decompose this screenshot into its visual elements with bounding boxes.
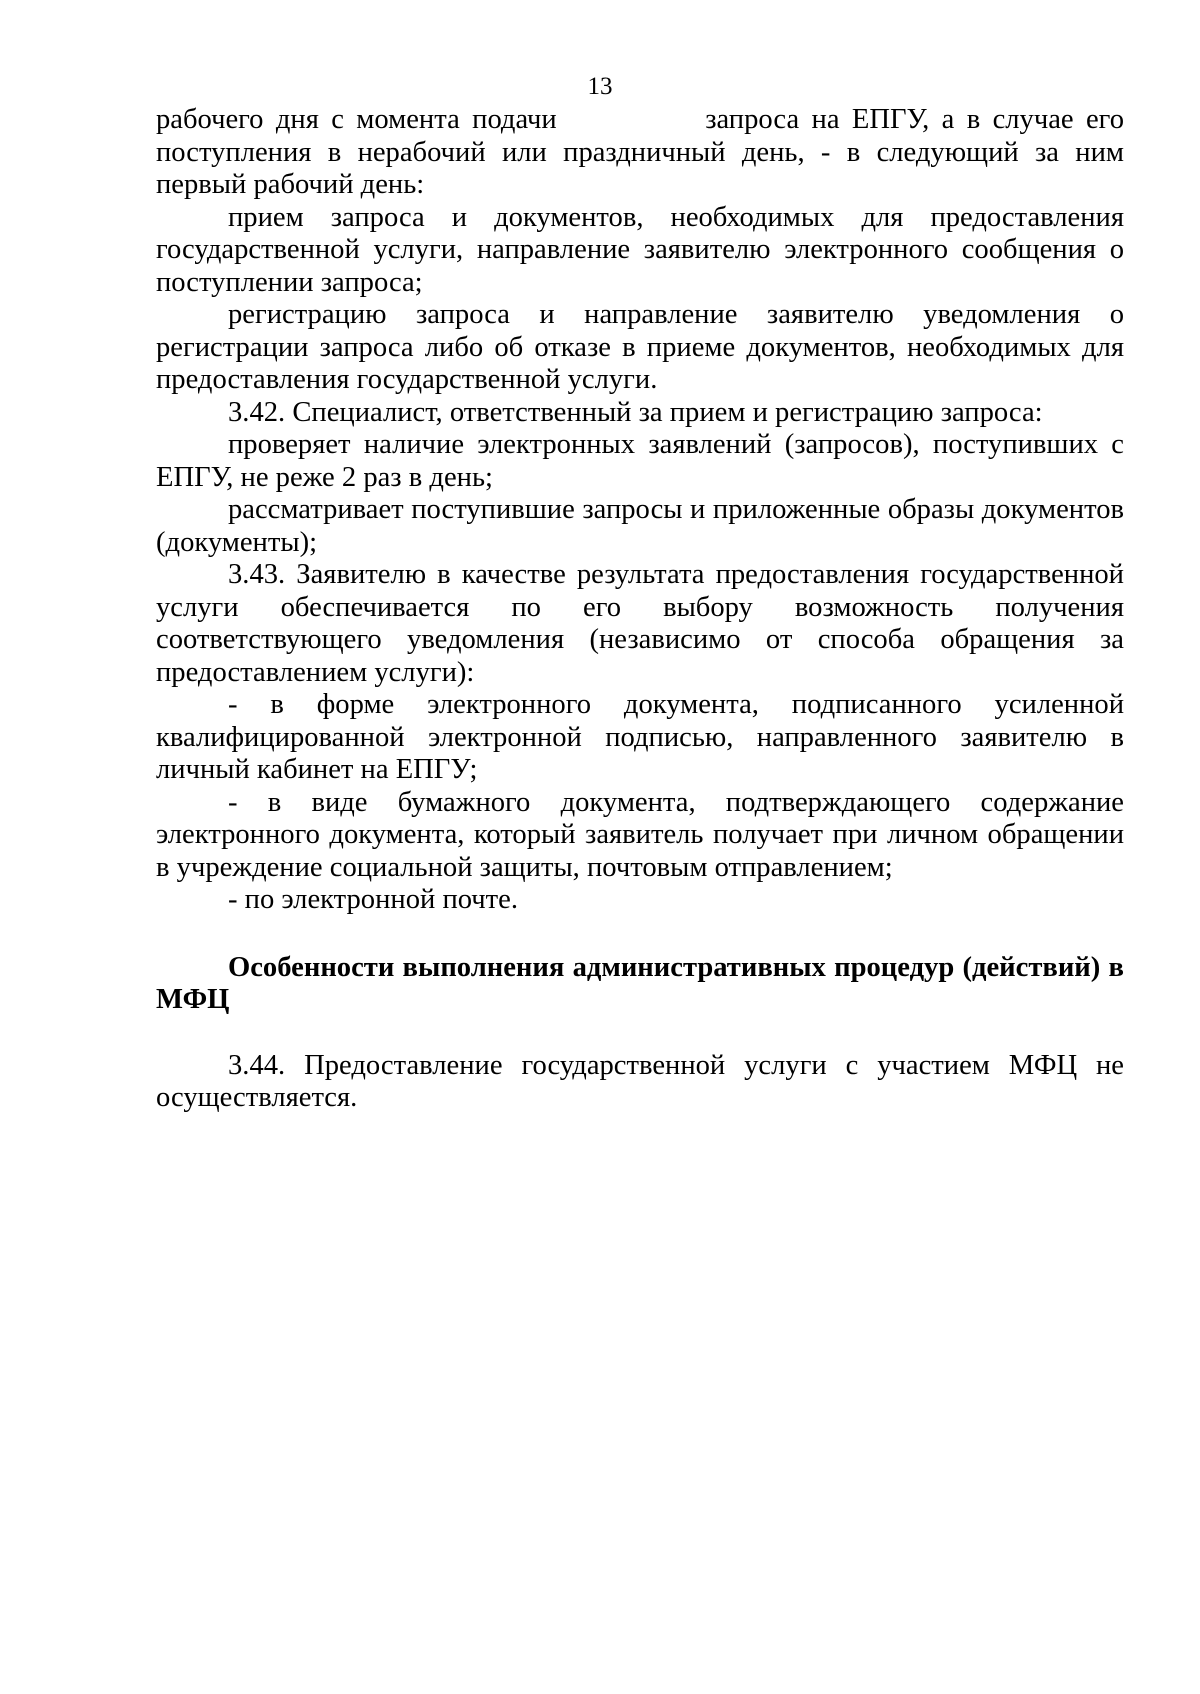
list-item: - в форме электронного документа, подписанного усиленной квалифицированной электронной подписью, направленного заявителю в личный кабинет на ЕПГУ; (156, 689, 1124, 785)
section-paragraph: 3.44. Предоставление государственной услуги с участием МФЦ не осуществляется. (156, 1049, 1124, 1113)
paragraph: 3.43. Заявителю в качестве результата предоставления государственной услуги обеспечивается по его выбору возможность получения соответствующего уведомления (независимо от способа обращения за предоставлением услуги): (156, 559, 1124, 688)
paragraph: прием запроса и документов, необходимых для предоставления государственной услуги, направление заявителю электронного сообщения о поступлении запроса; (156, 201, 1124, 298)
list-item: - по электронной почте. (228, 884, 519, 915)
paragraph: 3.42. Специалист, ответственный за прием и регистрацию запроса: (228, 396, 1043, 428)
page-number: 13 (587, 73, 613, 100)
paragraph-fragment: запроса на ЕПГУ, а в случае его поступления в нерабочий или праздничный день, - в следующий за ним первый рабочий день: (156, 104, 1124, 200)
paragraph: проверяет наличие электронных заявлений (запросов), поступивших с ЕПГУ, не реже 2 раз в день; (156, 429, 1124, 493)
paragraph: рассматривает поступившие запросы и приложенные образы документов (документы); (156, 494, 1124, 558)
section-heading: Особенности выполнения административных процедур (действий) в МФЦ (156, 951, 1124, 1015)
list-item: - в виде бумажного документа, подтверждающего содержание электронного документа, который заявитель получает при личном обращении в учреждение социальной защиты, почтовым отправлением; (156, 786, 1124, 883)
paragraph: регистрацию запроса и направление заявителю уведомления о регистрации запроса либо об отказе в приеме документов, необходимых для предоставления государственной услуги. (156, 299, 1124, 395)
document-body (156, 104, 1124, 1115)
paragraph-continuation (156, 104, 1124, 202)
paragraph-fragment: рабочего дня с момента подачи (156, 104, 557, 135)
